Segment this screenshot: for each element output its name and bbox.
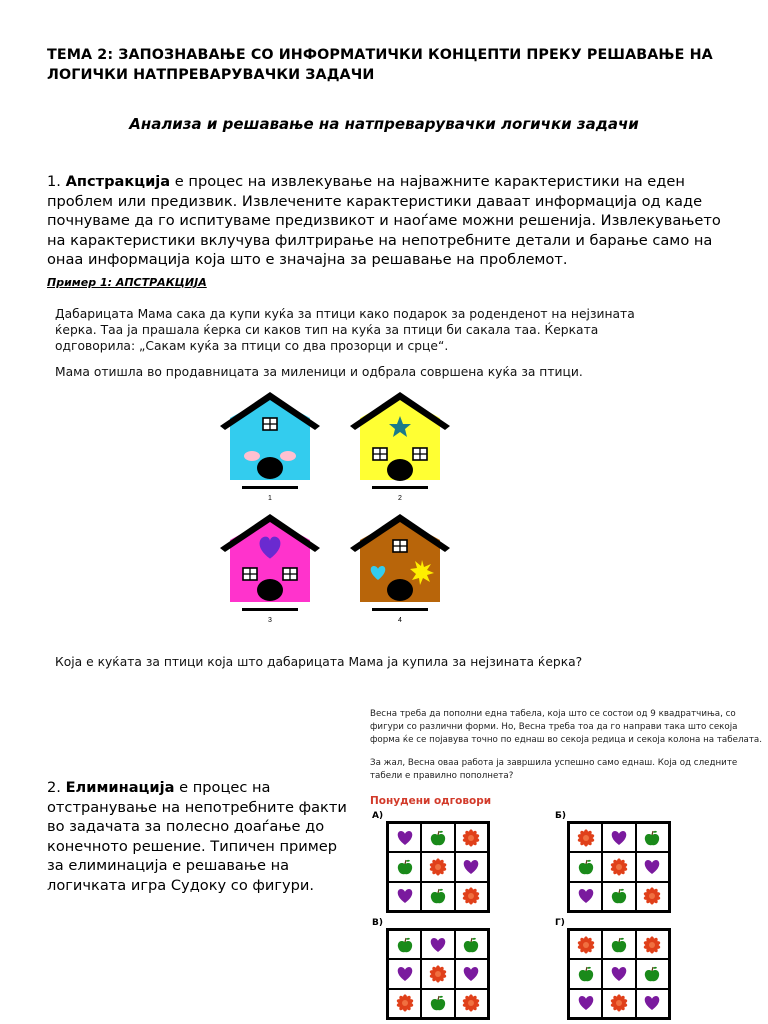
apple-icon <box>603 931 634 958</box>
story-paragraph-1: Дабарицата Мама сака да купи куќа за птици како подарок за роденденот на нејзината ќерка. Таа ја прашала ќерка си каков тип на куќа за птици би сакала таа. Ќерката одговорила: „Сакам куќа за птици со два прозорци и срце“. <box>55 307 635 353</box>
heart-icon <box>456 960 487 987</box>
option-label: Г) <box>555 918 565 928</box>
birdhouse-question: Која е куќата за птици која што дабарицата Мама ја купила за нејзината ќерка? <box>55 655 583 669</box>
birdhouse-label-3: 3 <box>268 617 272 624</box>
option-grid <box>567 928 671 1020</box>
option-b <box>555 811 671 913</box>
apple-icon <box>422 883 453 910</box>
option-label: Б) <box>555 811 566 821</box>
elimination-term: Елиминација <box>65 779 175 796</box>
apple-icon <box>456 931 487 958</box>
flower-icon <box>456 824 487 851</box>
option-grid <box>386 928 490 1020</box>
flower-icon <box>603 853 634 880</box>
option-label: А) <box>372 811 384 821</box>
flower-icon <box>570 931 601 958</box>
page-title: ТЕМА 2: ЗАПОЗНАВАЊЕ СО ИНФОРМАТИЧКИ КОНЦЕПТИ ПРЕКУ РЕШАВАЊЕ НА ЛОГИЧКИ НАТПРЕВАРУВАЧКИ ЗАДАЧИ <box>47 47 713 83</box>
sudoku-task-paragraph-1: Весна треба да пополни една табела, која што се состои од 9 квадратчиња, со фигури со различни форми. Но, Весна треба тоа да го направи така што секоја форма ќе се појавува точно по еднаш во секоја редица и секоја колона на табелата. <box>370 709 762 745</box>
birdhouse-4 <box>350 514 450 624</box>
flower-icon <box>456 990 487 1017</box>
section-number: 1. <box>47 173 66 190</box>
heart-icon <box>389 824 420 851</box>
birdhouse-2 <box>350 392 450 502</box>
option-grid <box>567 821 671 913</box>
answers-title: Понудени одговори <box>370 795 492 807</box>
heart-icon <box>637 853 668 880</box>
abstraction-term: Апстракција <box>65 173 171 190</box>
birdhouse-3 <box>220 514 320 624</box>
heart-icon <box>422 931 453 958</box>
flower-icon <box>422 853 453 880</box>
page-subtitle: Анализа и решавање на натпреварувачки логички задачи <box>129 115 639 133</box>
flower-icon <box>570 824 601 851</box>
heart-icon <box>456 853 487 880</box>
option-label: В) <box>372 918 383 928</box>
flower-icon <box>603 990 634 1017</box>
apple-icon <box>389 931 420 958</box>
option-d <box>555 918 671 1020</box>
birdhouses-figure <box>210 388 460 630</box>
apple-icon <box>389 853 420 880</box>
flower-icon <box>389 990 420 1017</box>
heart-icon <box>603 960 634 987</box>
birdhouse-label-1: 1 <box>268 495 272 502</box>
birdhouse-label-4: 4 <box>398 617 402 624</box>
apple-icon <box>422 990 453 1017</box>
option-c <box>372 918 490 1020</box>
example-label: Пример 1: АПСТРАКЦИЈА <box>47 276 207 289</box>
flower-icon <box>456 883 487 910</box>
apple-icon <box>637 960 668 987</box>
flower-icon <box>637 883 668 910</box>
heart-icon <box>389 883 420 910</box>
abstraction-paragraph <box>47 172 737 270</box>
heart-icon <box>570 990 601 1017</box>
option-a <box>372 811 490 913</box>
apple-icon <box>570 853 601 880</box>
flower-icon <box>637 931 668 958</box>
heart-icon <box>603 824 634 851</box>
flower-icon <box>422 960 453 987</box>
story-paragraph-2: Мама отишла во продавницата за миленици и одбрала совршена куќа за птици. <box>55 365 583 379</box>
heart-icon <box>389 960 420 987</box>
abstraction-text: е процес на извлекување на најважните карактеристики на еден проблем или предизвик. Извлечените карактеристики даваат информација од каде почнуваме да го испитуваме предизвикот и наоѓаме можни решенија. Извлекувањето на карактеристики вклучува филтрирање на непотребните детали и барање само на онаа информација која што е значајна за решавање на проблемот. <box>47 173 721 268</box>
sudoku-task-text <box>370 708 765 783</box>
option-grid <box>386 821 490 913</box>
apple-icon <box>603 883 634 910</box>
sudoku-task-paragraph-2: За жал, Весна оваа работа ја завршила успешно само еднаш. Која од следните табели е правилно пополнета? <box>370 758 738 781</box>
birdhouse-label-2: 2 <box>398 495 402 502</box>
elimination-paragraph <box>47 778 357 895</box>
elimination-text: е процес на отстранување на непотребните факти во задачата за полесно доаѓање до конечното решение. Типичен пример за елиминација е решавање на логичката игра Судоку со фигури. <box>47 779 347 894</box>
heart-icon <box>637 990 668 1017</box>
apple-icon <box>570 960 601 987</box>
section-number: 2. <box>47 779 66 796</box>
heart-icon <box>570 883 601 910</box>
apple-icon <box>422 824 453 851</box>
birdhouse-1 <box>220 392 320 502</box>
apple-icon <box>637 824 668 851</box>
